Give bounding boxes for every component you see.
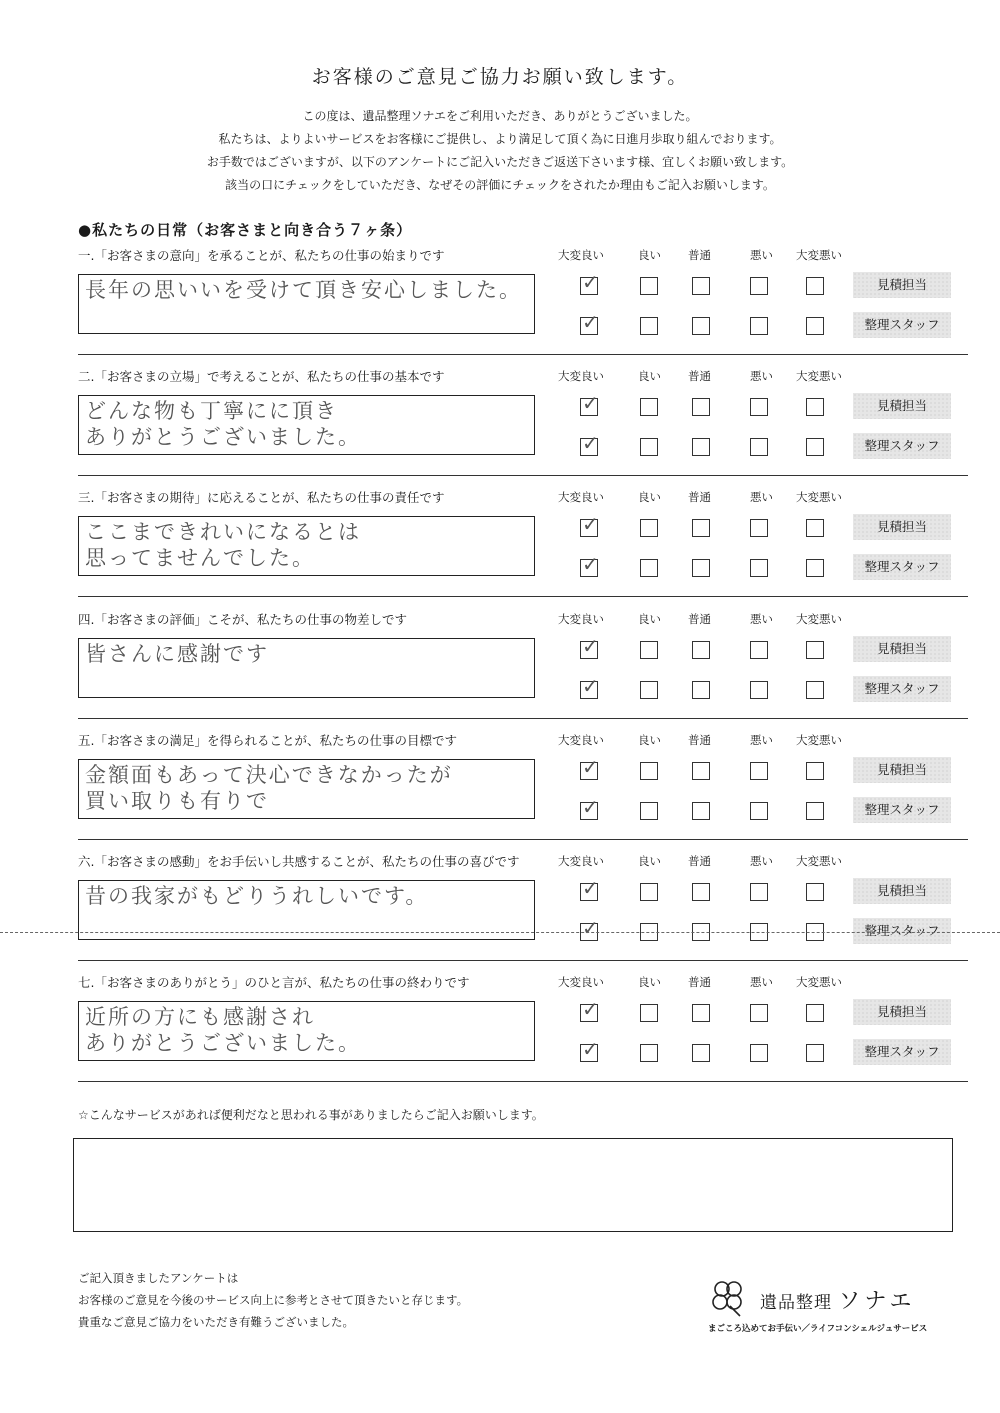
rating-checkbox[interactable] [692,762,710,780]
rating-checkbox[interactable] [640,1004,658,1022]
rating-checkbox[interactable] [640,519,658,537]
rating-checkbox[interactable] [640,277,658,295]
role-label-estimator: 見積担当 [853,514,951,540]
scale-label: 大変悪い [796,248,842,262]
rating-checkbox[interactable] [580,883,598,901]
closing-text [78,1267,468,1333]
rating-checkbox[interactable] [750,519,768,537]
rating-checkbox[interactable] [750,398,768,416]
role-label-estimator: 見積担当 [853,272,951,298]
handwritten-answer [85,398,361,450]
role-label-staff: 整理スタッフ [853,312,951,338]
scale-label: 良い [638,490,661,504]
scale-label: 大変良い [558,490,604,504]
section-divider [78,475,968,476]
rating-checkbox[interactable] [580,681,598,699]
suggestion-field[interactable] [73,1138,953,1232]
rating-checkbox[interactable] [692,277,710,295]
rating-checkbox[interactable] [640,802,658,820]
scale-label: 大変悪い [796,612,842,626]
scale-label: 良い [638,612,661,626]
rating-checkbox[interactable] [806,802,824,820]
scale-label: 大変良い [558,369,604,383]
rating-checkbox[interactable] [580,762,598,780]
answer-line: 思ってませんでした。 [85,546,315,570]
rating-checkbox[interactable] [692,641,710,659]
intro-line: この度は、遺品整理ソナエをご利用いただき、ありがとうございました。 [302,109,698,123]
answer-line: ありがとうございました。 [85,1031,361,1055]
role-label-estimator: 見積担当 [853,393,951,419]
answer-line: 昔の我家がもどりうれしいです。 [85,884,429,908]
rating-checkbox[interactable] [806,519,824,537]
scale-label: 良い [638,975,661,989]
answer-line: 買い取りも有りで [85,789,269,813]
rating-checkbox[interactable] [692,519,710,537]
intro-line: お手数ではございますが、以下のアンケートにご記入いただきご返送下さいます様、宜しくお願い致します。 [206,155,794,169]
scale-label: 普通 [688,248,711,262]
rating-checkbox[interactable] [640,317,658,335]
rating-checkbox[interactable] [806,1004,824,1022]
role-label-staff: 整理スタッフ [853,797,951,823]
scale-label: 大変悪い [796,733,842,747]
answer-line: ここまできれいになるとは [85,520,361,544]
rating-checkbox[interactable] [806,277,824,295]
handwritten-answer [85,277,522,303]
handwritten-answer [85,1004,361,1056]
item-statement: 四.「お客さまの評価」こそが、私たちの仕事の物差しです [78,612,407,627]
rating-checkbox[interactable] [692,438,710,456]
scale-label: 悪い [750,975,773,989]
rating-checkbox[interactable] [580,438,598,456]
rating-checkbox[interactable] [806,641,824,659]
rating-checkbox[interactable] [750,681,768,699]
rating-checkbox[interactable] [580,1004,598,1022]
rating-checkbox[interactable] [640,762,658,780]
answer-field[interactable] [78,638,535,698]
section-divider [78,354,968,355]
role-label-staff: 整理スタッフ [853,433,951,459]
rating-checkbox[interactable] [692,681,710,699]
role-label-staff: 整理スタッフ [853,918,951,944]
rating-checkbox[interactable] [692,559,710,577]
closing-line: お客様のご意見を今後のサービス向上に参考とさせて頂きたいと存じます。 [78,1293,469,1307]
rating-checkbox[interactable] [806,398,824,416]
section-divider [78,839,968,840]
answer-line: どんな物も丁寧にに頂き [85,399,338,423]
role-label-staff: 整理スタッフ [853,676,951,702]
rating-checkbox[interactable] [580,398,598,416]
item-statement: 二.「お客さまの立場」で考えることが、私たちの仕事の基本です [78,369,445,384]
rating-checkbox[interactable] [692,317,710,335]
answer-field[interactable] [78,1001,535,1061]
role-label-estimator: 見積担当 [853,757,951,783]
scale-label: 大変良い [558,975,604,989]
rating-checkbox[interactable] [692,883,710,901]
scale-label: 普通 [688,369,711,383]
rating-checkbox[interactable] [580,559,598,577]
rating-checkbox[interactable] [580,802,598,820]
scale-label: 悪い [750,733,773,747]
answer-field[interactable] [78,395,535,455]
rating-checkbox[interactable] [750,883,768,901]
handwritten-answer [85,519,361,571]
rating-checkbox[interactable] [750,1044,768,1062]
role-label-staff: 整理スタッフ [853,1039,951,1065]
role-label-estimator: 見積担当 [853,878,951,904]
scale-label: 悪い [750,490,773,504]
role-label-staff: 整理スタッフ [853,554,951,580]
rating-checkbox[interactable] [692,1004,710,1022]
closing-line: 貴重なご意見ご協力をいただき有難うございました。 [78,1315,354,1329]
rating-checkbox[interactable] [580,277,598,295]
scale-label: 普通 [688,733,711,747]
scale-label: 大変悪い [796,854,842,868]
answer-line: 近所の方にも感謝され [85,1005,315,1029]
answer-field[interactable] [78,516,535,576]
scale-label: 悪い [750,612,773,626]
scale-label: 大変良い [558,854,604,868]
rating-checkbox[interactable] [692,1044,710,1062]
scale-label: 良い [638,248,661,262]
answer-line: 皆さんに感謝です [85,642,269,666]
role-label-estimator: 見積担当 [853,636,951,662]
answer-line: 金額面もあって決心できなかったが [85,763,453,787]
brand-name-prefix: 遺品整理 [760,1293,832,1313]
rating-checkbox[interactable] [750,762,768,780]
scale-label: 大変悪い [796,369,842,383]
rating-checkbox[interactable] [750,277,768,295]
scale-label: 悪い [750,248,773,262]
scale-label: 普通 [688,975,711,989]
rating-checkbox[interactable] [806,1044,824,1062]
rating-checkbox[interactable] [580,519,598,537]
answer-field[interactable] [78,759,535,819]
item-statement: 一.「お客さまの意向」を承ることが、私たちの仕事の始まりです [78,248,445,263]
scale-label: 良い [638,854,661,868]
scale-label: 普通 [688,854,711,868]
rating-checkbox[interactable] [750,1004,768,1022]
brand-name-main: ソナエ [838,1289,916,1314]
scale-label: 悪い [750,854,773,868]
page-title: お客様のご意見ご協力お願い致します。 [311,66,689,88]
section-divider [78,1081,968,1082]
scale-label: 大変良い [558,733,604,747]
rating-checkbox[interactable] [806,681,824,699]
rating-checkbox[interactable] [640,1044,658,1062]
section-divider [78,718,968,719]
scale-label: 普通 [688,490,711,504]
section-heading: ●私たちの日常（お客さまと向き合う７ヶ条） [78,221,413,239]
rating-checkbox[interactable] [806,883,824,901]
answer-field[interactable] [78,880,535,940]
brand-tagline: まごころ込めてお手伝い／ライフコンシェルジュサービス [708,1324,928,1334]
rating-checkbox[interactable] [806,438,824,456]
handwritten-answer [85,762,453,814]
rating-checkbox[interactable] [640,559,658,577]
intro-text [0,105,1000,197]
scale-label: 大変良い [558,248,604,262]
suggestion-label: ☆こんなサービスがあれば便利だなと思われる事がありましたらご記入お願いします。 [78,1108,544,1122]
scale-label: 大変悪い [796,490,842,504]
rating-checkbox[interactable] [806,559,824,577]
item-statement: 六.「お客さまの感動」をお手伝いし共感することが、私たちの仕事の喜びです [78,854,520,869]
brand-name [760,1284,916,1315]
rating-checkbox[interactable] [750,438,768,456]
item-statement: 七.「お客さまのありがとう」のひと言が、私たちの仕事の終わりです [78,975,470,990]
scale-label: 良い [638,733,661,747]
rating-checkbox[interactable] [640,398,658,416]
rating-checkbox[interactable] [806,317,824,335]
answer-line: 長年の思いいを受けて頂き安心しました。 [85,278,522,302]
intro-line: 該当の口にチェックをしていただき、なぜその評価にチェックをされたか理由もご記入お願いします。 [225,178,775,192]
scale-label: 良い [638,369,661,383]
answer-line: ありがとうございました。 [85,425,361,449]
rating-checkbox[interactable] [750,641,768,659]
role-label-estimator: 見積担当 [853,999,951,1025]
scale-label: 普通 [688,612,711,626]
rating-checkbox[interactable] [750,317,768,335]
rating-checkbox[interactable] [640,641,658,659]
intro-line: 私たちは、よりよいサービスをお客様にご提供し、より満足して頂く為に日進月歩取り組んでおります。 [218,132,782,146]
item-statement: 三.「お客さまの期待」に応えることが、私たちの仕事の責任です [78,490,445,505]
closing-line: ご記入頂きましたアンケートは [78,1271,239,1285]
rating-checkbox[interactable] [692,802,710,820]
rating-checkbox[interactable] [580,641,598,659]
rating-checkbox[interactable] [692,398,710,416]
rating-checkbox[interactable] [750,802,768,820]
handwritten-answer [85,641,269,667]
rating-checkbox[interactable] [640,883,658,901]
handwritten-answer [85,883,428,909]
scale-label: 大変悪い [796,975,842,989]
rating-checkbox[interactable] [580,317,598,335]
rating-checkbox[interactable] [580,1044,598,1062]
item-statement: 五.「お客さまの満足」を得られることが、私たちの仕事の目標です [78,733,457,748]
clover-icon [708,1278,748,1318]
section-divider [78,596,968,597]
rating-checkbox[interactable] [640,681,658,699]
scan-artifact-line [0,932,1000,933]
scale-label: 大変良い [558,612,604,626]
rating-checkbox[interactable] [640,438,658,456]
scale-label: 悪い [750,369,773,383]
answer-field[interactable] [78,274,535,334]
section-divider [78,960,968,961]
rating-checkbox[interactable] [750,559,768,577]
rating-checkbox[interactable] [806,762,824,780]
